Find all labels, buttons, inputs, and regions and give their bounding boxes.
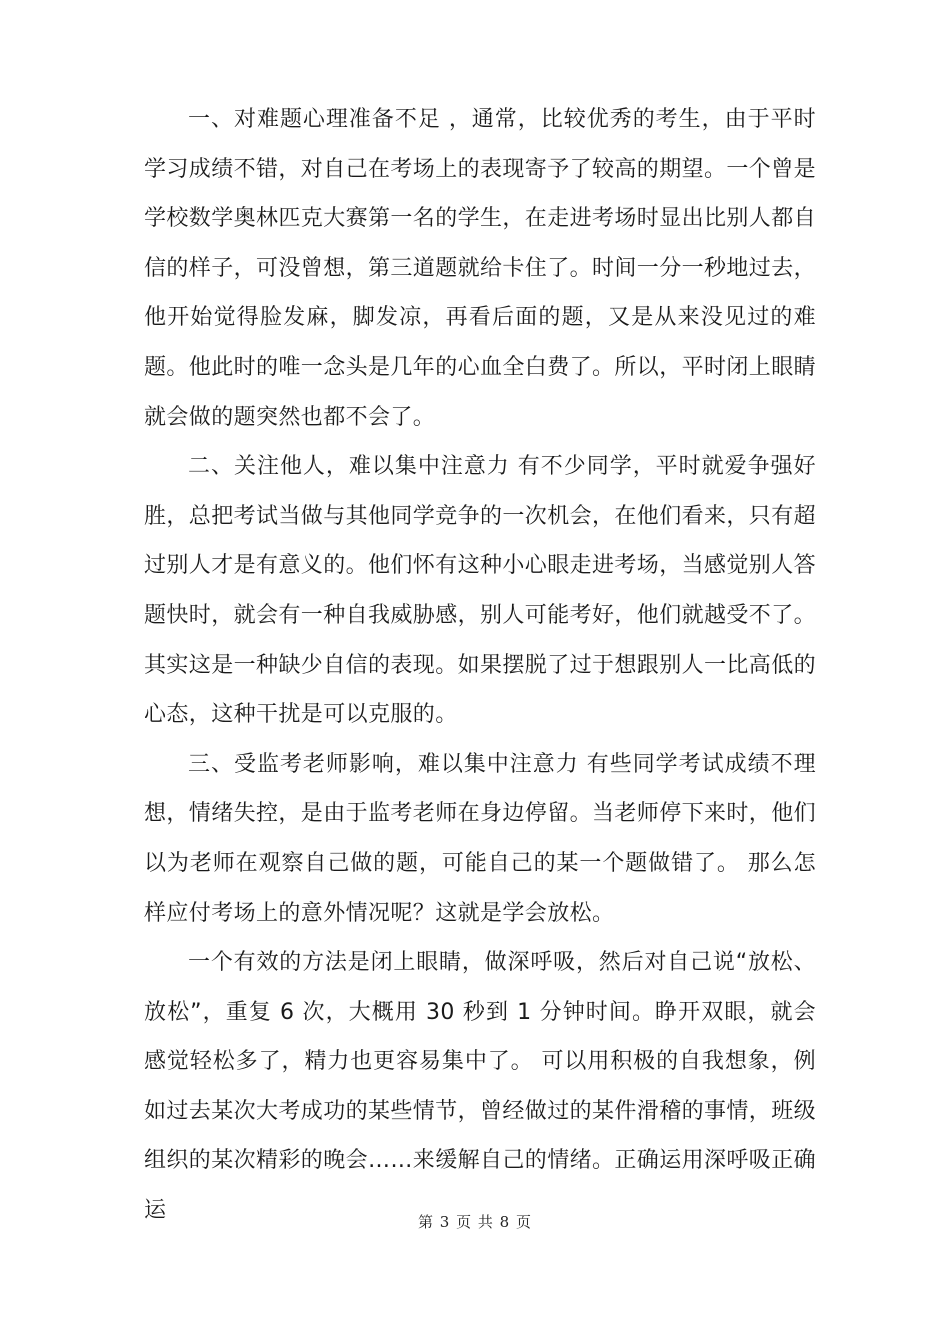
paragraph-2: 二、关注他人，难以集中注意力 有不少同学，平时就爱争强好胜，总把考试当做与其他同学竞争的一次机会，在他们看来，只有超过别人才是有意义的。他们怀有这种小心眼走进考场，当感觉别人答题快时，就会有一种自我威胁感，别人可能考好，他们就越受不了。其实这是一种缺少自信的表现。如果摆脱了过于想跟别人一比高低的心态，这种干扰是可以克服的。	[144, 454, 817, 728]
page-number-footer: 第 3 页 共 8 页	[418, 1213, 532, 1231]
paragraph-3: 三、受监考老师影响，难以集中注意力 有些同学考试成绩不理想，情绪失控，是由于监考老师在身边停留。当老师停下来时，他们以为老师在观察自己做的题，可能自己的某一个题做错了。 那么怎样应付考场上的意外情况呢？这就是学会放松。	[144, 751, 817, 926]
paragraph-1: 一、对难题心理准备不足 ，通常，比较优秀的考生，由于平时学习成绩不错，对自己在考场上的表现寄予了较高的期望。一个曾是学校数学奥林匹克大赛第一名的学生，在走进考场时显出比别人都自信的样子，可没曾想，第三道题就给卡住了。时间一分一秒地过去，他开始觉得脸发麻，脚发凉，再看后面的题，又是从来没见过的难题。他此时的唯一念头是几年的心血全白费了。所以，平时闭上眼睛就会做的题突然也都不会了。	[144, 107, 817, 430]
document-body	[144, 95, 816, 1236]
paragraph-4: 一个有效的方法是闭上眼睛，做深呼吸，然后对自己说“放松、放松”，重复 6 次，大概用 30 秒到 1 分钟时间。睁开双眼，就会感觉轻松多了，精力也更容易集中了。 可以用积极的自我想象，例如过去某次大考成功的某些情节，曾经做过的某件滑稽的事情，班级组织的某次精彩的晚会……来缓解自己的情绪。正确运用深呼吸正确运	[144, 950, 817, 1224]
